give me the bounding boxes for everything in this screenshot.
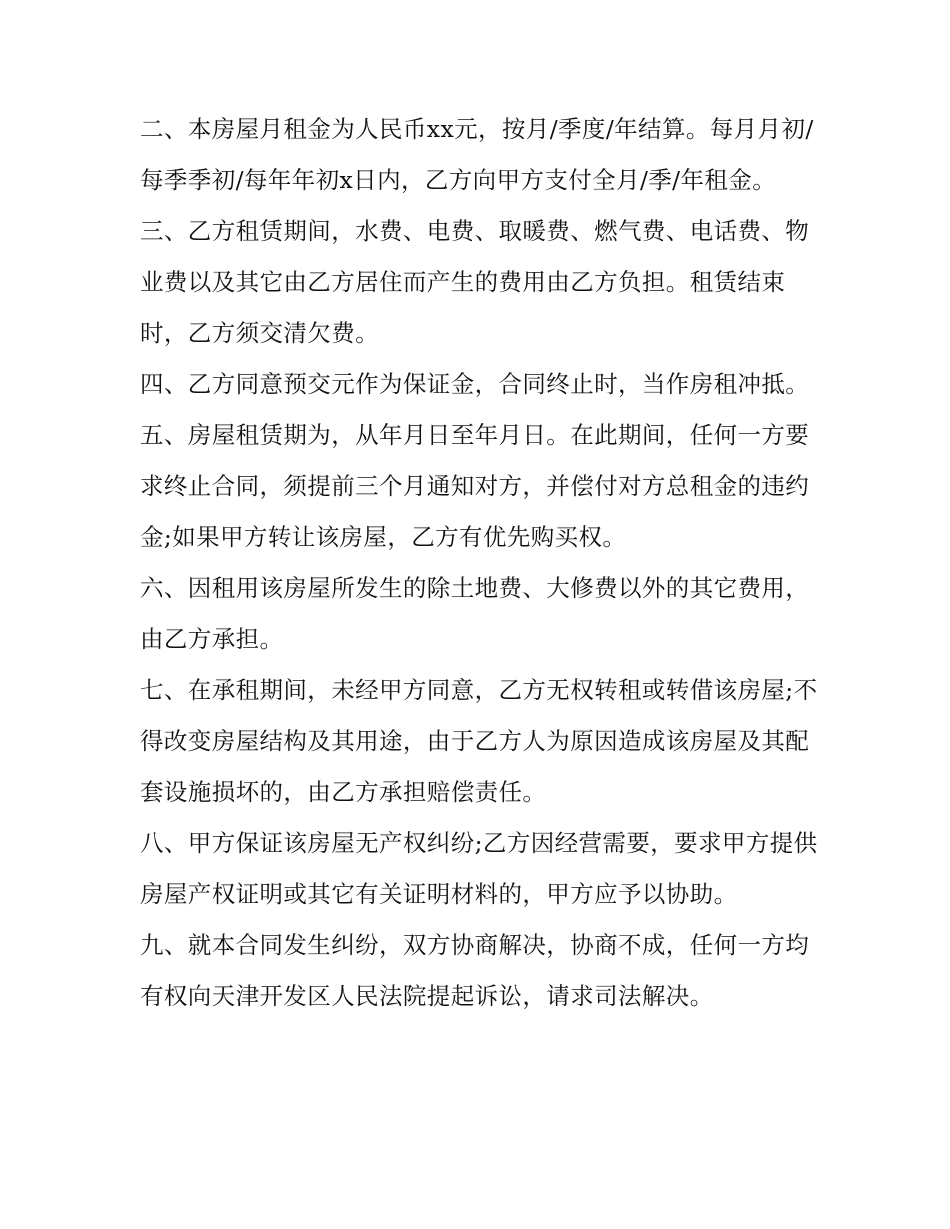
clause-2: 二、本房屋月租金为人民币xx元，按月/季度/年结算。每月月初/每季季初/每年年初x日内，乙方向甲方支付全月/季/年租金。 bbox=[140, 115, 814, 194]
clause-8: 八、甲方保证该房屋无产权纠纷;乙方因经营需要，要求甲方提供房屋产权证明或其它有关证明材料的，甲方应予以协助。 bbox=[140, 829, 818, 908]
contract-body bbox=[140, 104, 820, 1022]
clause-3: 三、乙方租赁期间，水费、电费、取暖费、燃气费、电话费、物业费以及其它由乙方居住而产生的费用由乙方负担。租赁结束时，乙方须交清欠费。 bbox=[140, 217, 810, 347]
clause-9: 九、就本合同发生纠纷，双方协商解决，协商不成，任何一方均有权向天津开发区人民法院提起诉讼，请求司法解决。 bbox=[140, 931, 810, 1010]
clause-5: 五、房屋租赁期为，从年月日至年月日。在此期间，任何一方要求终止合同，须提前三个月通知对方，并偿付对方总租金的违约金;如果甲方转让该房屋，乙方有优先购买权。 bbox=[140, 421, 810, 551]
clause-7: 七、在承租期间，未经甲方同意，乙方无权转租或转借该房屋;不得改变房屋结构及其用途，由于乙方人为原因造成该房屋及其配套设施损坏的，由乙方承担赔偿责任。 bbox=[140, 676, 818, 806]
clause-4: 四、乙方同意预交元作为保证金，合同终止时，当作房租冲抵。 bbox=[140, 370, 810, 398]
clause-6: 六、因租用该房屋所发生的除土地费、大修费以外的其它费用，由乙方承担。 bbox=[140, 574, 810, 653]
